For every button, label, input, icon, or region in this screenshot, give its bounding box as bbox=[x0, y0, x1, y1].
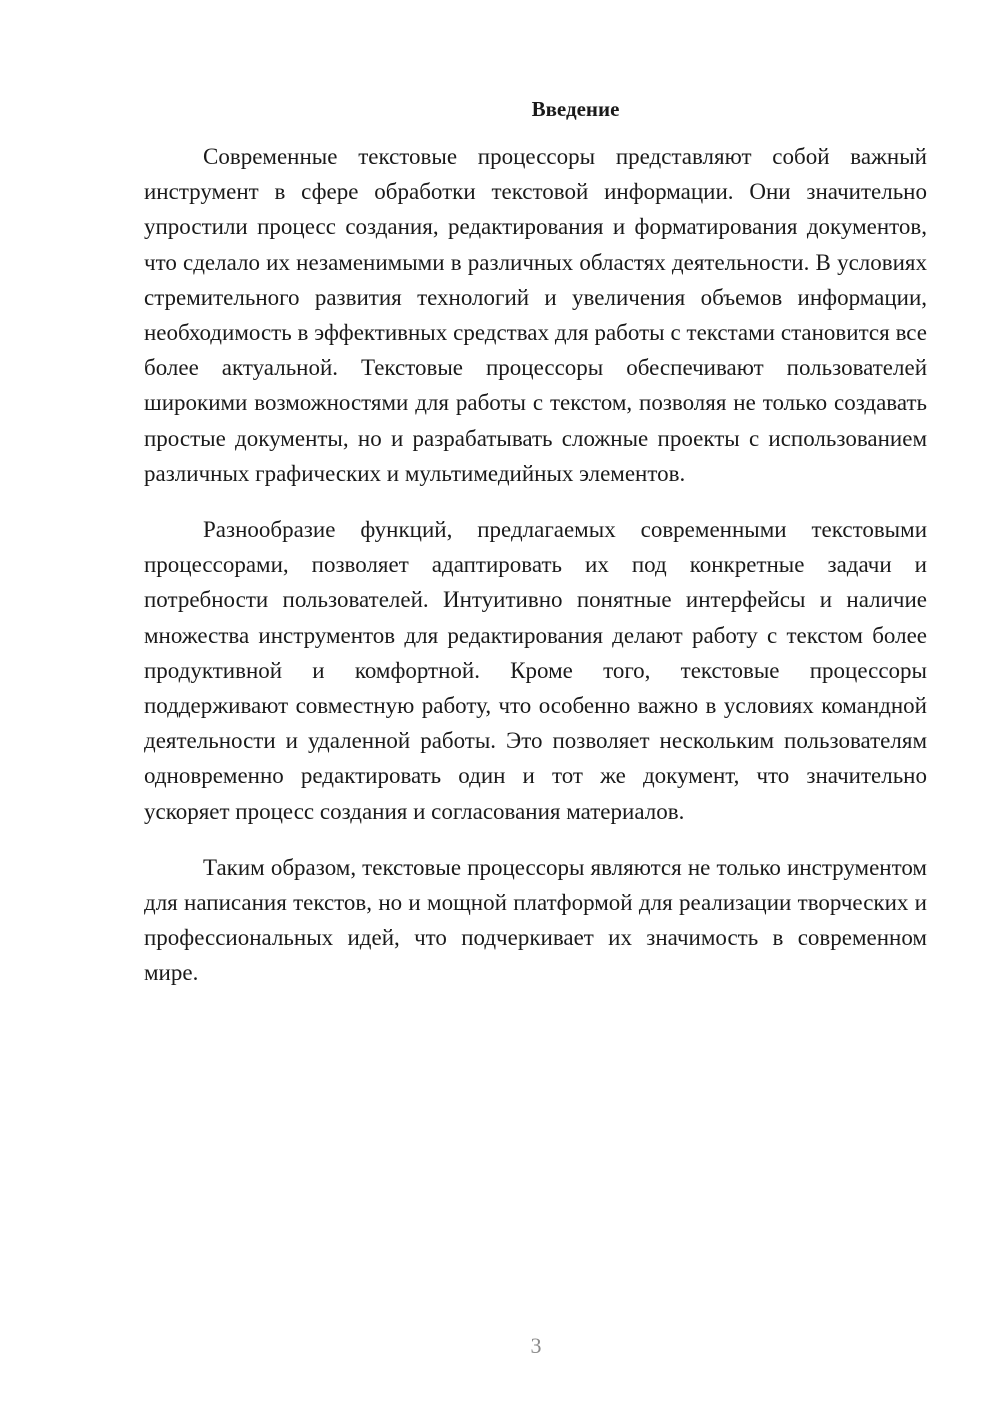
document-body bbox=[144, 92, 927, 1012]
page-title: Введение bbox=[531, 97, 620, 121]
paragraph-1: Современные текстовые процессоры представляют собой важный инструмент в сфере обработки текстовой информации. Они значительно упростили процесс создания, редактирования и форматирования документов, что сделало их незаменимыми в различных областях деятельности. В условиях стремительного развития технологий и увеличения объемов информации, необходимость в эффективных средствах для работы с текстами становится все более актуальной. Текстовые процессоры обеспечивают пользователей широкими возможностями для работы с текстом, позволяя не только создавать простые документы, но и разрабатывать сложные проекты с использованием различных графических и мультимедийных элементов. bbox=[144, 144, 927, 486]
paragraph-2: Разнообразие функций, предлагаемых современными текстовыми процессорами, позволяет адаптировать их под конкретные задачи и потребности пользователей. Интуитивно понятные интерфейсы и наличие множества инструментов для редактирования делают работу с текстом более продуктивной и комфортной. Кроме того, текстовые процессоры поддерживают совместную работу, что особенно важно в условиях командной деятельности и удаленной работы. Это позволяет нескольким пользователям одновременно редактировать один и тот же документ, что значительно ускоряет процесс создания и согласования материалов. bbox=[144, 517, 927, 824]
paragraph-3: Таким образом, текстовые процессоры являются не только инструментом для написания текстов, но и мощной платформой для реализации творческих и профессиональных идей, что подчеркивает их значимость в современном мире. bbox=[144, 854, 927, 986]
page-number: 3 bbox=[530, 1333, 542, 1358]
